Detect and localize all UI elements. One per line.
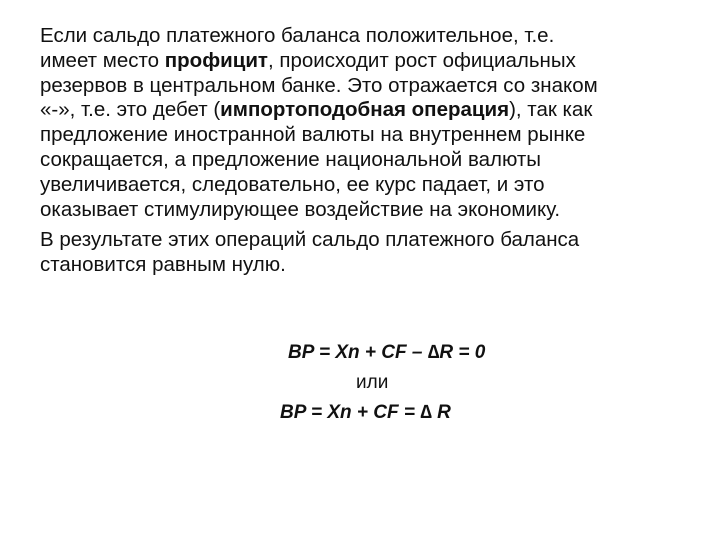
text-run: резервов в центральном банке. Это отражается со знаком (40, 73, 598, 97)
text-run: увеличивается, следовательно, ее курс падает, и это (40, 172, 545, 196)
text-line (40, 49, 680, 74)
text-run: «-», т.е. это дебет ( (40, 98, 221, 122)
text-run: предложение иностранной валюты на внутреннем рынке (40, 123, 586, 147)
text-line: становится равным нулю. (40, 253, 286, 277)
text-run: имеет место (40, 48, 165, 72)
text-line (40, 123, 680, 148)
balance-formula-2: BP = Xn + CF = ∆ R (280, 402, 451, 423)
text-run: оказывает стимулирующее воздействие на экономику. (40, 197, 561, 221)
body-text (40, 24, 680, 278)
text-line (40, 98, 680, 123)
balance-formula-1: BP = Xn + CF – ∆R = 0 (288, 342, 486, 363)
paragraph-surplus (40, 24, 680, 222)
text-line: В результате этих операций сальдо платежного баланса (40, 228, 580, 252)
text-line (40, 148, 680, 173)
text-run: Если сальдо платежного баланса положительное, т.е. (40, 24, 555, 47)
bold-term-surplus: профицит (164, 48, 268, 72)
text-run: , происходит рост официальных (267, 48, 576, 72)
text-line (40, 24, 680, 49)
bold-term-import-like-operation: импортоподобная операция (220, 98, 510, 122)
paragraph-result (40, 228, 680, 278)
text-line (40, 198, 680, 223)
text-run: сокращается, а предложение национальной валюты (40, 147, 542, 171)
text-run: ), так как (509, 98, 593, 122)
text-line (40, 74, 680, 99)
text-line (40, 173, 680, 198)
or-separator: или (356, 372, 389, 393)
